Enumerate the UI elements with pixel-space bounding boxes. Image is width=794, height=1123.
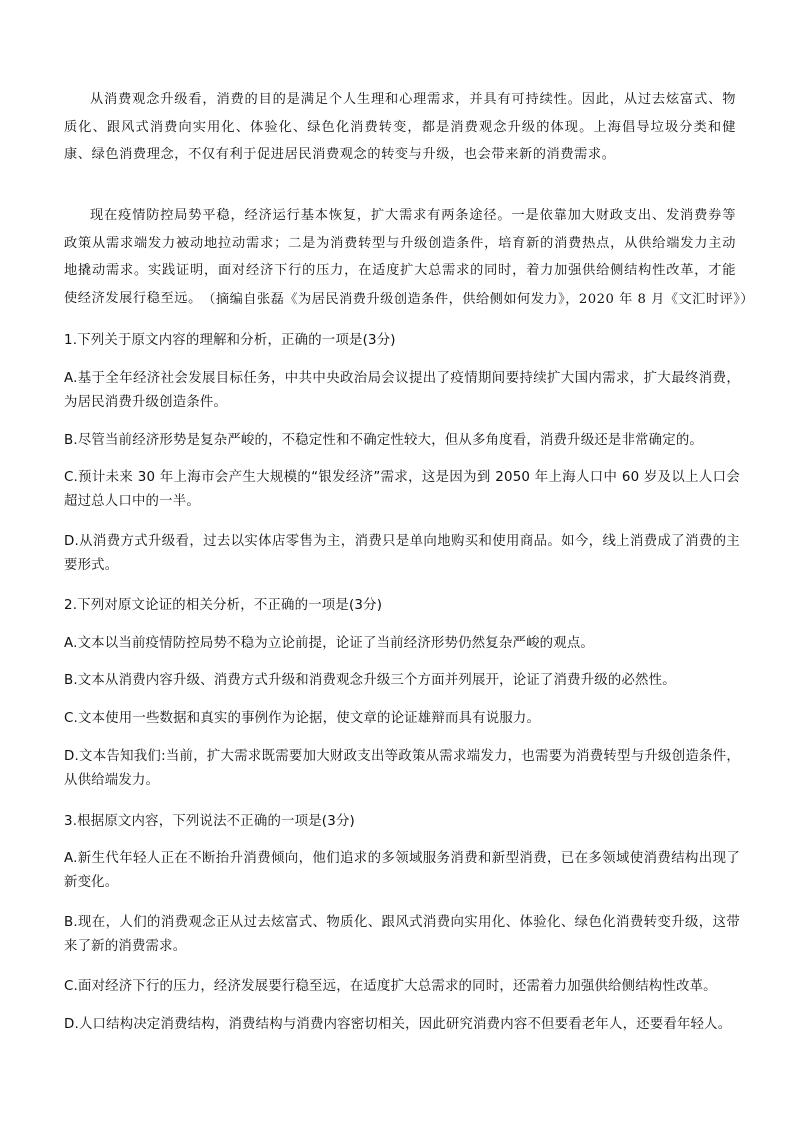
question-3-option-c: C.面对经济下行的压力，经济发展要行稳至远，在适度扩大总需求的同时，还需着力加强供给侧结构性改革。 <box>64 979 717 994</box>
article-source: （摘编自张磊《为居民消费升级创造条件，供给侧如何发力》，2020 年 8 月《文汇时评》） <box>202 292 754 307</box>
question-2-option-d: D.文本告知我们:当前，扩大需求既需要加大财政支出等政策从需求端发力，也需要为消费转型与升级创造条件，从供给端发力。 <box>64 749 740 788</box>
question-1-option-c: C.预计未来 30 年上海市会产生大规模的“银发经济”需求，这是因为到 2050 年上海人口中 60 岁及以上人口会超过总人口中的一半。 <box>64 470 740 509</box>
question-3-stem: 3.根据原文内容，下列说法不正确的一项是(3分) <box>64 814 355 829</box>
question-1-option-a: A.基于全年经济社会发展目标任务，中共中央政治局会议提出了疫情期间要持续扩大国内需求，扩大最终消费，为居民消费升级创造条件。 <box>64 371 740 410</box>
question-3-option-d: D.人口结构决定消费结构，消费结构与消费内容密切相关，因此研究消费内容不但要看老年人，还要看年轻人。 <box>64 1017 732 1032</box>
question-2-option-b: B.文本从消费内容升级、消费方式升级和消费观念升级三个方面并列展开，论证了消费升级的必然性。 <box>64 673 676 688</box>
question-2-stem: 2.下列对原文论证的相关分析，不正确的一项是(3分) <box>64 598 383 613</box>
article-paragraph-2: 现在疫情防控局势平稳，经济运行基本恢复，扩大需求有两条途径。一是依靠加大财政支出、发消费券等政策从需求端发力被动地拉动需求；二是为消费转型与升级创造条件，培育新的消费热点，从供给端发力主动地撬动需求。实践证明，面对经济下行的压力，在适度扩大总需求的同时，着力加强供给侧结构性改革，才能使经济发展行稳至远。 <box>64 208 736 306</box>
question-2-option-a: A.文本以当前疫情防控局势不稳为立论前提，论证了当前经济形势仍然复杂严峻的观点。 <box>64 636 595 651</box>
question-2-option-c: C.文本使用一些数据和真实的事例作为论据，使文章的论证雄辩而具有说服力。 <box>64 711 541 726</box>
question-3-option-a: A.新生代年轻人正在不断抬升消费倾向，他们追求的多领域服务消费和新型消费，已在多领域使消费结构出现了新变化。 <box>64 851 740 890</box>
article-paragraph-1: 从消费观念升级看，消费的目的是满足个人生理和心理需求，并具有可持续性。因此，从过去炫富式、物质化、跟风式消费向实用化、体验化、绿色化消费转变，都是消费观念升级的体现。上海倡导垃圾分类和健康、绿色消费理念，不仅有利于促进居民消费观念的转变与升级，也会带来新的消费需求。 <box>64 92 736 162</box>
question-3-option-b: B.现在，人们的消费观念正从过去炫富式、物质化、跟风式消费向实用化、体验化、绿色化消费转变升级，这带来了新的消费需求。 <box>64 915 740 954</box>
question-1-option-b: B.尽管当前经济形势是复杂严峻的，不稳定性和不确定性较大，但从多角度看，消费升级还是非常确定的。 <box>64 433 704 448</box>
question-1-stem: 1.下列关于原文内容的理解和分析，正确的一项是(3分) <box>64 333 396 348</box>
question-1-option-d: D.从消费方式升级看，过去以实体店零售为主，消费只是单向地购买和使用商品。如今，线上消费成了消费的主要形式。 <box>64 534 740 573</box>
